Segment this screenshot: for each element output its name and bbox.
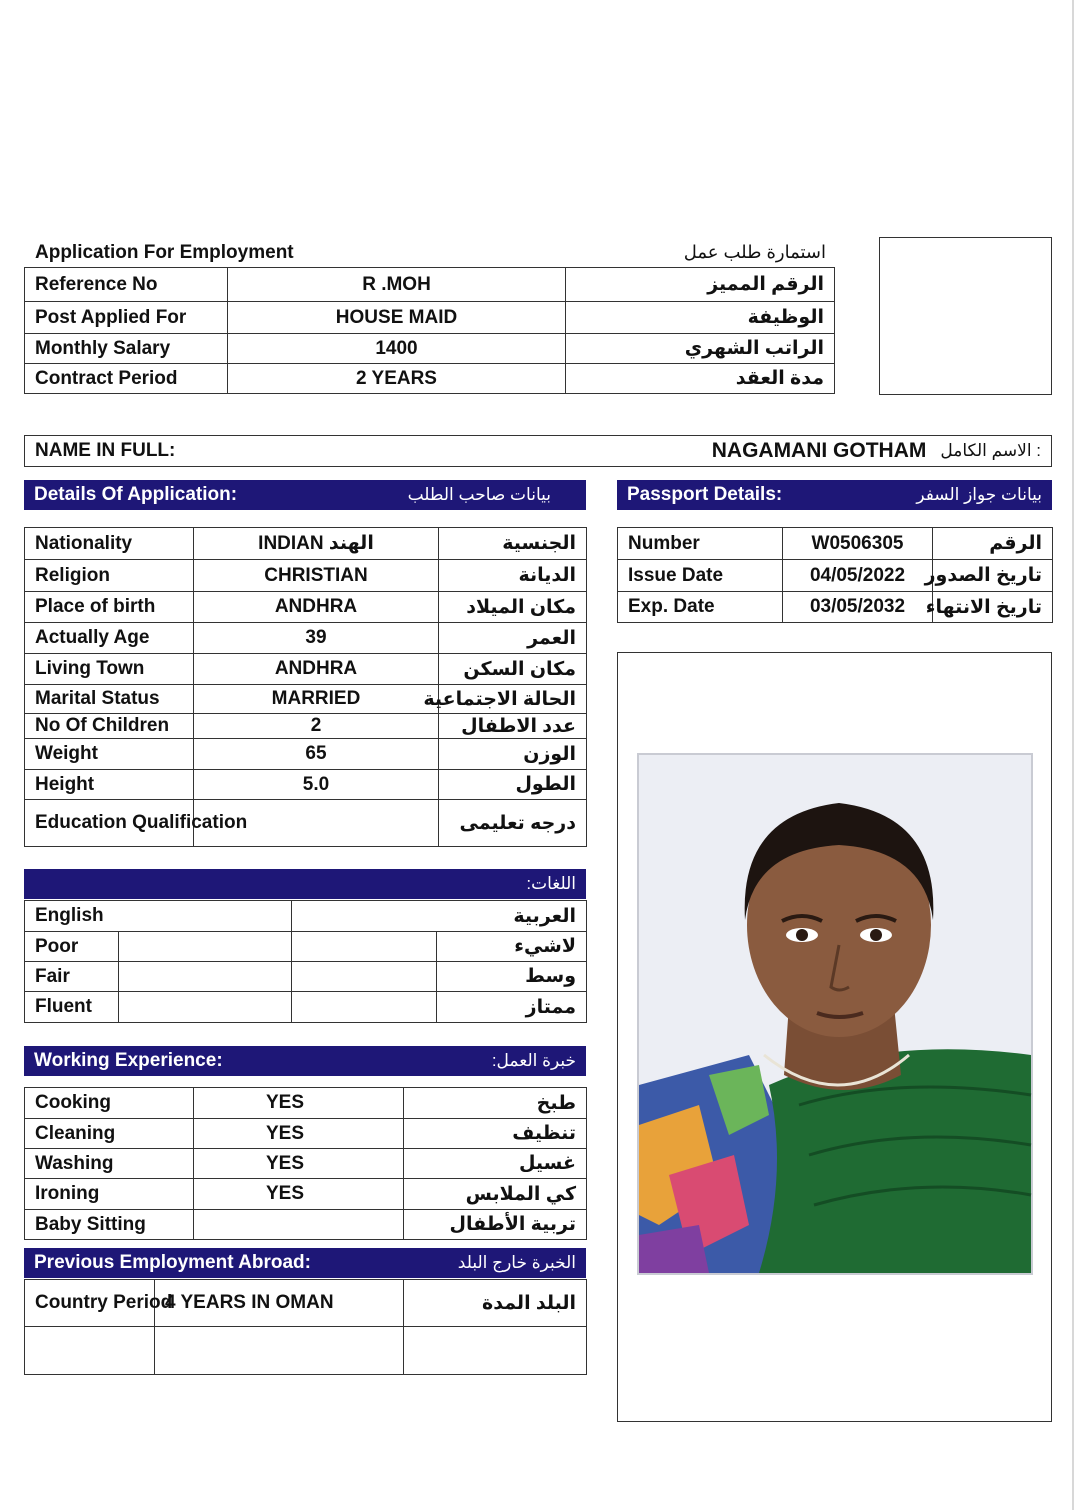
job-label-ar: الوظيفة bbox=[566, 302, 835, 334]
passport-table bbox=[617, 527, 1053, 623]
details-bar bbox=[24, 480, 586, 510]
experience-label: Ironing bbox=[25, 1179, 194, 1210]
passport-title-ar: بيانات جواز السفر bbox=[916, 485, 1042, 504]
passport-row bbox=[618, 560, 1053, 592]
job-row bbox=[25, 268, 835, 302]
experience-label: Cleaning bbox=[25, 1119, 194, 1149]
job-label: Contract Period bbox=[25, 364, 228, 394]
experience-label: Baby Sitting bbox=[25, 1210, 194, 1240]
name-value: NAGAMANI GOTHAM bbox=[711, 439, 927, 462]
passport-label: Exp. Date bbox=[618, 592, 783, 623]
language-level-ar: لاشيء bbox=[437, 932, 587, 962]
job-label-ar: مدة العقد bbox=[566, 364, 835, 394]
passport-bar bbox=[617, 480, 1052, 510]
languages-row bbox=[25, 932, 587, 962]
experience-table bbox=[24, 1087, 587, 1240]
passport-label-ar: تاريخ الانتهاء bbox=[933, 592, 1053, 623]
experience-label-ar: تنظيف bbox=[404, 1119, 587, 1149]
details-title-ar: بيانات صاحب الطلب bbox=[407, 485, 551, 504]
details-label-ar: الحالة الاجتماعية bbox=[439, 685, 587, 714]
language-english-ar: العربية bbox=[292, 901, 587, 932]
details-label-ar: الوزن bbox=[439, 739, 587, 770]
language-level-mark bbox=[119, 962, 292, 992]
details-title: Details Of Application: bbox=[34, 484, 238, 505]
details-value: 2 bbox=[194, 714, 439, 739]
job-value: HOUSE MAID bbox=[228, 302, 566, 334]
experience-value: YES bbox=[194, 1088, 404, 1119]
passport-row bbox=[618, 592, 1053, 623]
language-level-mark bbox=[292, 992, 437, 1023]
abroad-label: Country Period bbox=[25, 1280, 155, 1327]
experience-value: YES bbox=[194, 1119, 404, 1149]
experience-label-ar: تربية الأطفال bbox=[404, 1210, 587, 1240]
experience-label-ar: غسيل bbox=[404, 1149, 587, 1179]
details-value: 5.0 bbox=[194, 770, 439, 800]
passport-label: Number bbox=[618, 528, 783, 560]
experience-row bbox=[25, 1210, 587, 1240]
passport-label: Issue Date bbox=[618, 560, 783, 592]
job-table bbox=[24, 267, 835, 394]
job-row bbox=[25, 334, 835, 364]
details-label-ar: مكان الميلاد bbox=[439, 592, 587, 623]
experience-value: YES bbox=[194, 1179, 404, 1210]
details-row bbox=[25, 800, 587, 847]
job-value: 1400 bbox=[228, 334, 566, 364]
passport-value: 03/05/2032 bbox=[783, 592, 933, 623]
details-label-ar: مكان السكن bbox=[439, 654, 587, 685]
details-row bbox=[25, 739, 587, 770]
abroad-empty-cell bbox=[404, 1327, 587, 1375]
experience-bar bbox=[24, 1046, 586, 1076]
language-level: Fluent bbox=[25, 992, 119, 1023]
language-level: Fair bbox=[25, 962, 119, 992]
passport-label-ar: تاريخ الصدور bbox=[933, 560, 1053, 592]
experience-label-ar: كي الملابس bbox=[404, 1179, 587, 1210]
details-label: Height bbox=[25, 770, 194, 800]
details-label-ar: العمر bbox=[439, 623, 587, 654]
details-label: Weight bbox=[25, 739, 194, 770]
language-level-ar: وسط bbox=[437, 962, 587, 992]
passport-value: W0506305 bbox=[783, 528, 933, 560]
abroad-label-ar: البلد المدة bbox=[404, 1280, 587, 1327]
details-table bbox=[24, 527, 587, 847]
details-value: CHRISTIAN bbox=[194, 560, 439, 592]
experience-row bbox=[25, 1179, 587, 1210]
job-label-ar: الرقم المميز bbox=[566, 268, 835, 302]
form-title: Application For Employment bbox=[35, 242, 294, 263]
languages-row bbox=[25, 901, 587, 932]
job-row bbox=[25, 364, 835, 394]
details-label: Actually Age bbox=[25, 623, 194, 654]
details-label: Place of birth bbox=[25, 592, 194, 623]
experience-value: YES bbox=[194, 1149, 404, 1179]
name-label-ar: : الاسم الكامل bbox=[940, 441, 1041, 460]
passport-row bbox=[618, 528, 1053, 560]
languages-table bbox=[24, 900, 587, 1023]
passport-title: Passport Details: bbox=[627, 484, 783, 505]
passport-value: 04/05/2022 bbox=[783, 560, 933, 592]
languages-row bbox=[25, 992, 587, 1023]
abroad-empty-cell bbox=[25, 1327, 155, 1375]
details-label: Education Qualification bbox=[25, 800, 194, 847]
experience-row bbox=[25, 1088, 587, 1119]
details-label: Nationality bbox=[25, 528, 194, 560]
experience-row bbox=[25, 1149, 587, 1179]
experience-title: Working Experience: bbox=[34, 1050, 223, 1071]
details-label: Marital Status bbox=[25, 685, 194, 714]
languages-row bbox=[25, 962, 587, 992]
stamp-box bbox=[879, 237, 1052, 395]
language-level: Poor bbox=[25, 932, 119, 962]
language-english: English bbox=[25, 901, 292, 932]
languages-title-ar: اللغات: bbox=[526, 874, 576, 893]
name-row bbox=[24, 435, 1052, 467]
details-label: Living Town bbox=[25, 654, 194, 685]
abroad-row bbox=[25, 1327, 587, 1375]
details-label-ar: الطول bbox=[439, 770, 587, 800]
job-value: R .MOH bbox=[228, 268, 566, 302]
abroad-empty-cell bbox=[155, 1327, 404, 1375]
experience-label-ar: طبخ bbox=[404, 1088, 587, 1119]
details-row bbox=[25, 623, 587, 654]
details-label-ar: الديانة bbox=[439, 560, 587, 592]
abroad-title-ar: الخبرة خارج البلد bbox=[457, 1253, 576, 1272]
experience-title-ar: خبرة العمل: bbox=[491, 1051, 576, 1070]
experience-row bbox=[25, 1119, 587, 1149]
language-level-mark bbox=[119, 992, 292, 1023]
details-value: ANDHRA bbox=[194, 592, 439, 623]
experience-label: Cooking bbox=[25, 1088, 194, 1119]
name-label: NAME IN FULL: bbox=[35, 440, 176, 461]
details-row bbox=[25, 654, 587, 685]
abroad-title: Previous Employment Abroad: bbox=[34, 1252, 311, 1273]
languages-bar bbox=[24, 869, 586, 899]
details-value: ANDHRA bbox=[194, 654, 439, 685]
language-level-mark bbox=[292, 932, 437, 962]
details-label: No Of Children bbox=[25, 714, 194, 739]
details-row bbox=[25, 685, 587, 714]
experience-value bbox=[194, 1210, 404, 1240]
job-row bbox=[25, 302, 835, 334]
passport-label-ar: الرقم bbox=[933, 528, 1053, 560]
abroad-row bbox=[25, 1280, 587, 1327]
form-title-ar: استمارة طلب عمل bbox=[683, 242, 826, 262]
applicant-photo bbox=[637, 753, 1033, 1275]
job-label-ar: الراتب الشهري bbox=[566, 334, 835, 364]
details-row bbox=[25, 714, 587, 739]
language-level-ar: ممتاز bbox=[437, 992, 587, 1023]
details-label-ar: عدد الاطفال bbox=[439, 714, 587, 739]
details-label-ar: الجنسية bbox=[439, 528, 587, 560]
details-row bbox=[25, 560, 587, 592]
abroad-value: 4 YEARS IN OMAN bbox=[155, 1280, 404, 1327]
abroad-bar bbox=[24, 1248, 586, 1278]
job-value: 2 YEARS bbox=[228, 364, 566, 394]
details-row bbox=[25, 770, 587, 800]
language-level-mark bbox=[119, 932, 292, 962]
details-value: INDIAN الهند bbox=[194, 528, 439, 560]
details-label: Religion bbox=[25, 560, 194, 592]
details-label-ar: درجه تعليمى bbox=[439, 800, 587, 847]
language-level-mark bbox=[292, 962, 437, 992]
job-label: Monthly Salary bbox=[25, 334, 228, 364]
details-value: MARRIED bbox=[194, 685, 439, 714]
details-value: 65 bbox=[194, 739, 439, 770]
details-row bbox=[25, 528, 587, 560]
abroad-table bbox=[24, 1279, 587, 1375]
details-value: 39 bbox=[194, 623, 439, 654]
experience-label: Washing bbox=[25, 1149, 194, 1179]
applicant-photo-icon bbox=[639, 755, 1031, 1273]
details-row bbox=[25, 592, 587, 623]
job-label: Reference No bbox=[25, 268, 228, 302]
job-label: Post Applied For bbox=[25, 302, 228, 334]
